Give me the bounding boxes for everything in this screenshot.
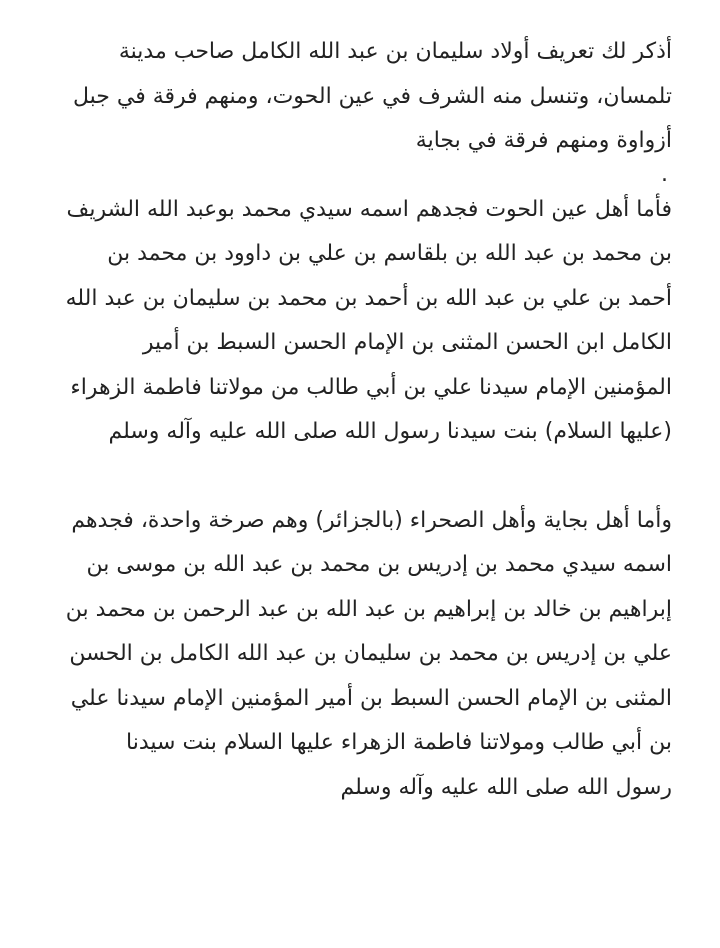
paragraph-bejaia: وأما أهل بجاية وأهل الصحراء (بالجزائر) وهم صرخة واحدة، فجدهم اسمه سيدي محمد بن إدريس بن محمد بن عبد الله بن موسى بن إبراهيم بن خالد بن إبراهيم بن عبد الله بن عبد الرحمن بن محمد بن علي بن إدريس بن محمد بن سليمان بن عبد الله الكامل بن الحسن المثنى بن الإمام الحسن السبط بن أمير المؤمنين الإمام سيدنا علي بن أبي طالب ومولاتنا فاطمة الزهراء عليها السلام بنت سيدنا رسول الله صلى الله عليه وآله وسلم <box>65 507 672 800</box>
paragraph-spacer <box>64 455 672 499</box>
paragraph-intro: أذكر لك تعريف أولاد سليمان بن عبد الله الكامل صاحب مدينة تلمسان، وتنسل منه الشرف في عين الحوت، ومنهم فرقة في جبل أزواوة ومنهم فرقة في بجاية <box>72 39 672 153</box>
paragraph-ain-al-hout: فأما أهل عين الحوت فجدهم اسمه سيدي محمد بوعبد الله الشريف بن محمد بن عبد الله بن بلقاسم بن علي بن داوود بن محمد بن أحمد بن علي بن عبد الله بن أحمد بن محمد بن سليمان بن عبد الله الكامل ابن الحسن المثنى بن الإمام الحسن السبط بن أمير المؤمنين الإمام سيدنا علي بن أبي طالب من مولاتنا فاطمة الزهراء (عليها السلام) بنت سيدنا رسول الله صلى الله عليه وآله وسلم <box>65 196 672 444</box>
paragraph-dot: . <box>661 161 668 187</box>
